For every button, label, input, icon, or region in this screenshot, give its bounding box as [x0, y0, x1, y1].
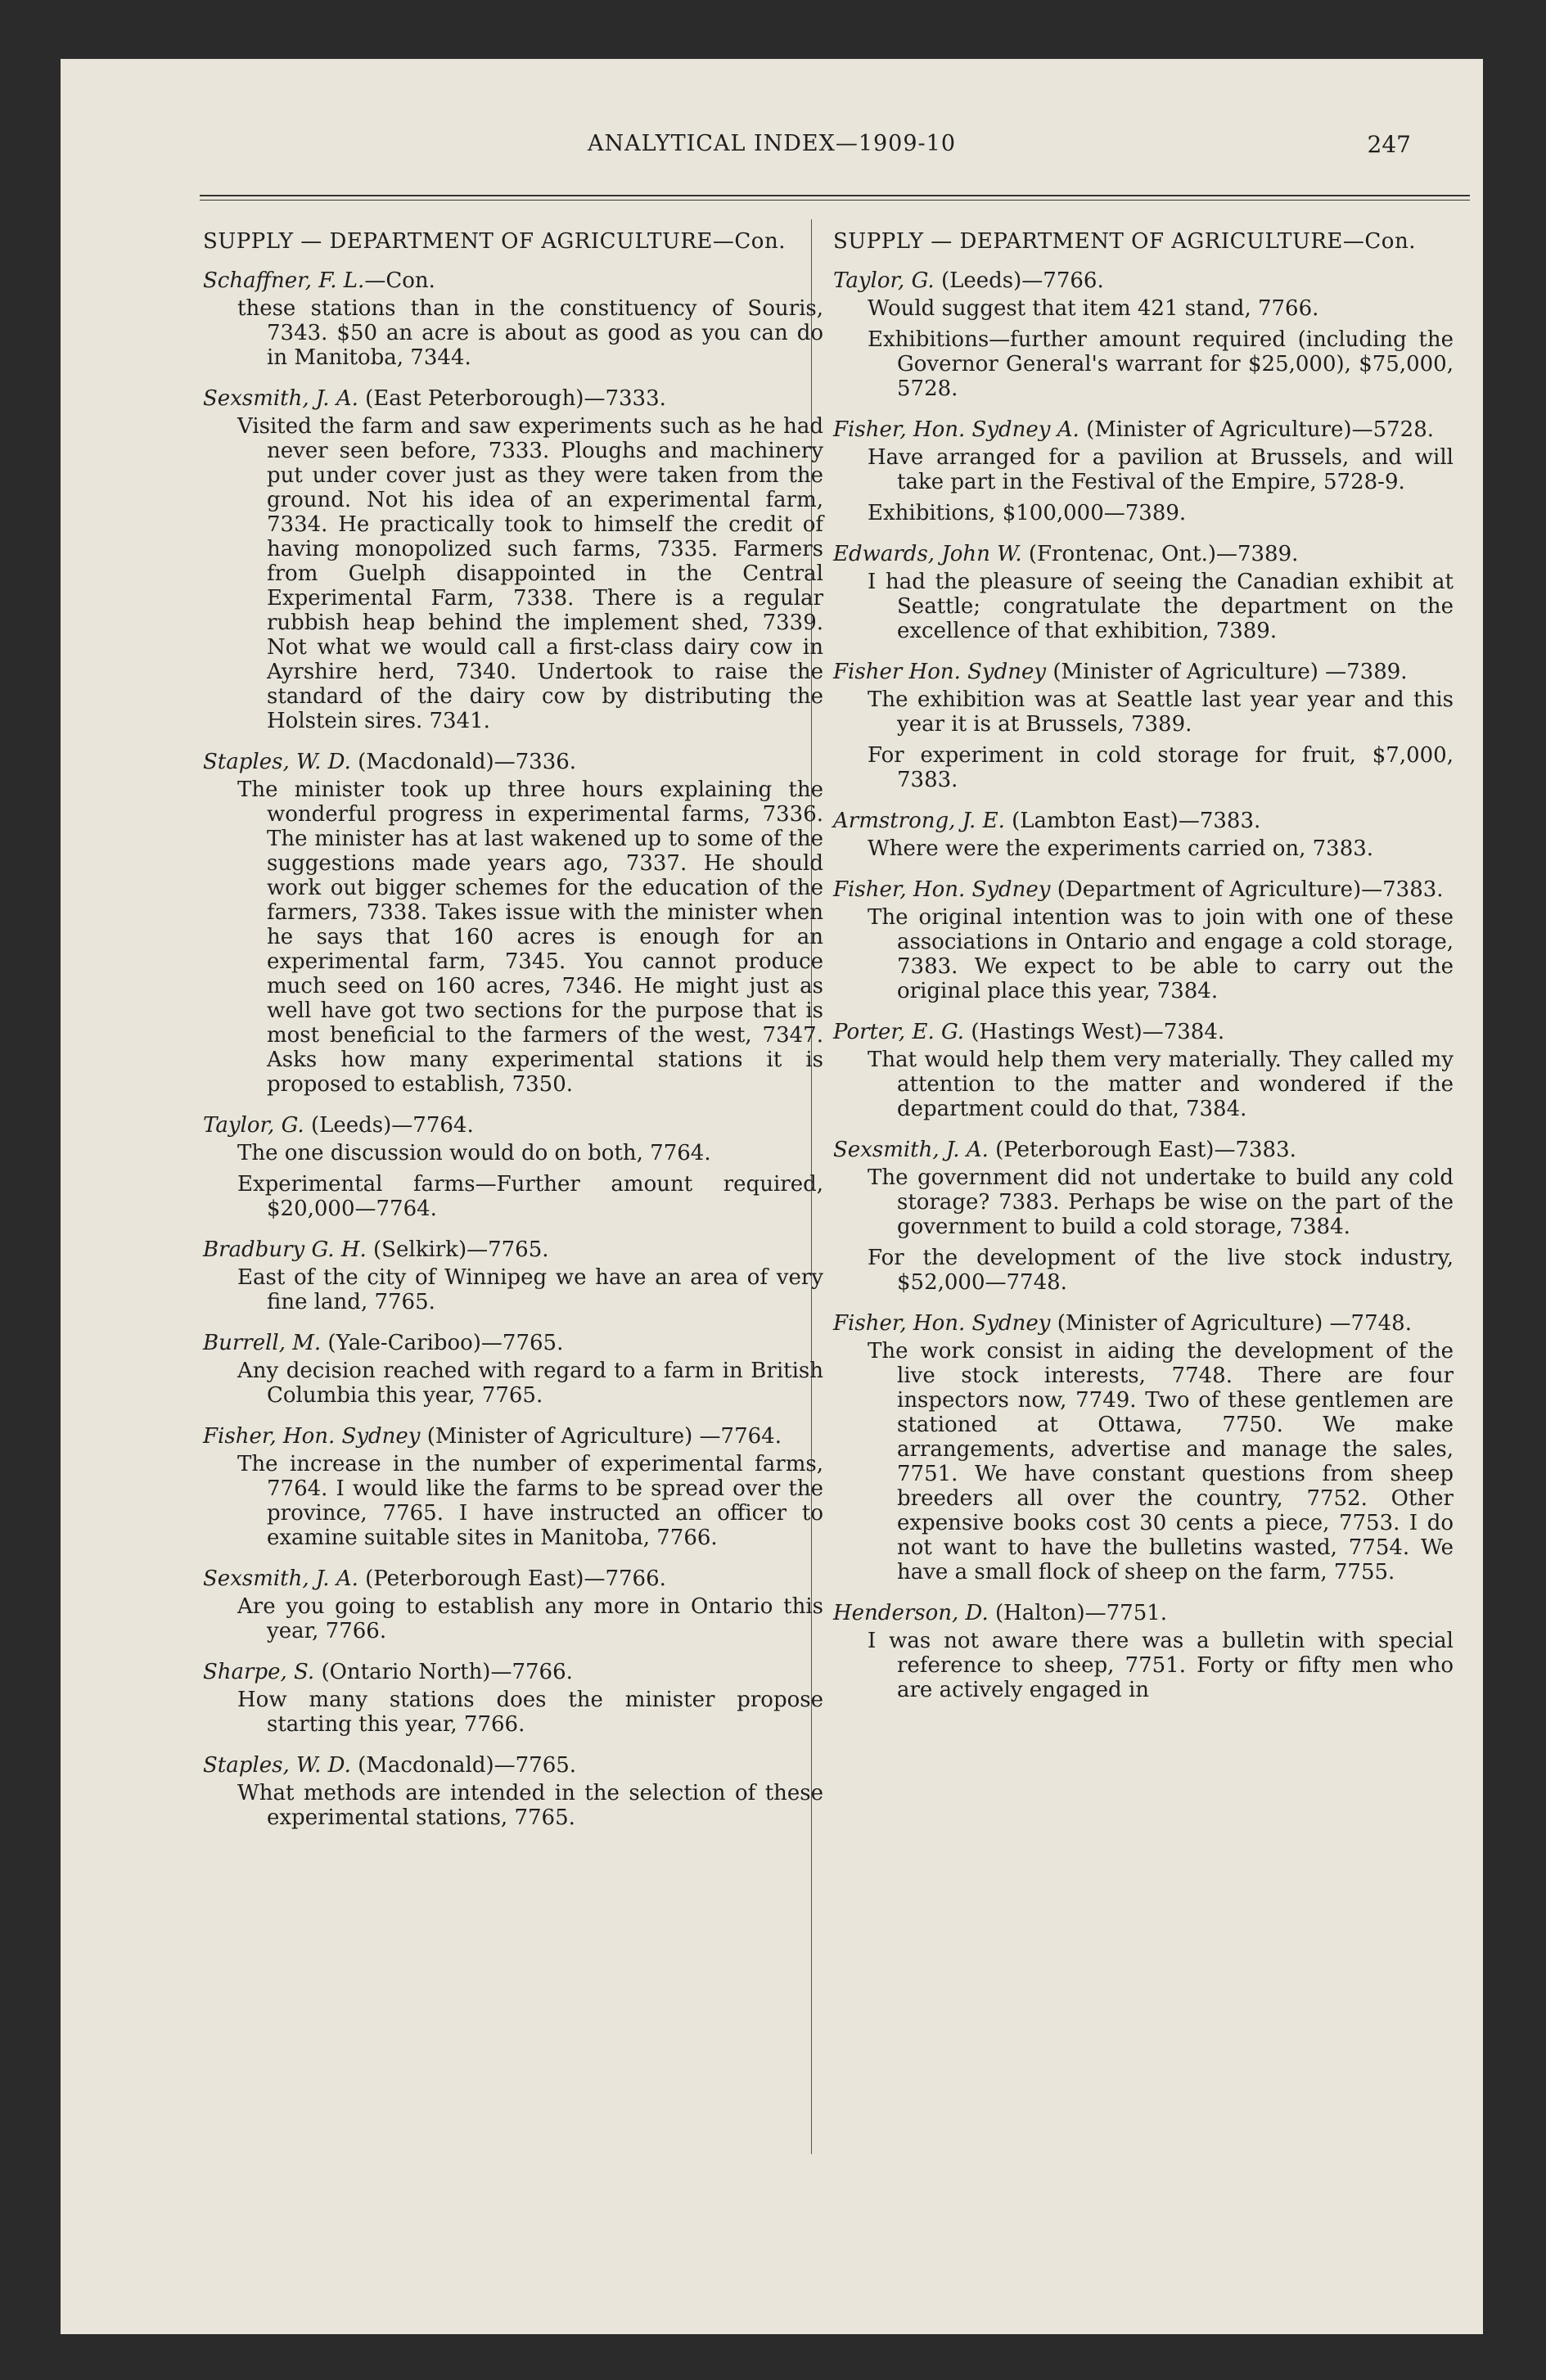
entry-text: I had the pleasure of seeing the Canadian exhibit at Seattle; congratulate the department on the excellence of that exhibition, 7389. — [868, 570, 1454, 643]
entry-text: Visited the farm and saw experiments such as he had never seen before, 7333. Ploughs and machinery put under cover just as they were taken from the ground. Not his idea of an experimental farm, 7334. He practically took to himself the credit of having monopolized such farms, 7335. Farmers from Guelph disappointed in the Central Experimental Farm, 7338. There is a regular rubbish heap behind the implement shed, 7339. Not what we would call a first-class dairy cow in Ayrshire herd, 7340. Undertook to raise the standard of the dairy cow by distributing the Holstein sires. 7341. — [237, 414, 823, 733]
speaker-name: Sharpe, S. — [203, 1660, 315, 1684]
index-entry — [833, 877, 1454, 1003]
entry-text: The original intention was to join with one of these associations in Ontario and engage a cold storage, 7383. We expect to be able to carry out the original place this year, 7384. — [868, 905, 1454, 1003]
header-rule-thin — [200, 200, 1470, 201]
speaker-line — [833, 542, 1454, 566]
index-entry — [203, 1660, 823, 1737]
index-entry — [833, 268, 1454, 401]
index-entry — [833, 542, 1454, 643]
index-entry — [833, 1601, 1454, 1702]
speaker-detail: (Minister of Agriculture) —7748. — [1050, 1311, 1412, 1336]
index-entry — [833, 809, 1454, 861]
speaker-line — [833, 1601, 1454, 1625]
entry-text: The minister took up three hours explaining the wonderful progress in experimental farms, 7336. The minister has at last wakened up to some of the suggestions made years ago, 7337. He should work out bigger schemes for the education of the farmers, 7338. Takes issue with the minister when he says that 160 acres is enough for an experimental farm, 7345. You cannot produce much seed on 160 acres, 7346. He might just as well have got two sections for the purpose that is most beneficial to the farmers of the west, 7347. Asks how many experimental stations it is proposed to establish, 7350. — [237, 778, 823, 1097]
speaker-line — [203, 1331, 823, 1355]
speaker-line — [203, 1113, 823, 1138]
index-entry — [833, 417, 1454, 525]
index-entry — [833, 1138, 1454, 1295]
entry-text: Experimental farms—Further amount required, $20,000—7764. — [237, 1172, 823, 1221]
index-entry — [203, 1331, 823, 1408]
index-entry — [203, 1113, 823, 1221]
header-rule — [200, 195, 1470, 196]
speaker-line — [833, 1020, 1454, 1044]
speaker-detail: (Macdonald)—7765. — [350, 1753, 577, 1778]
entry-text: The increase in the number of experimental farms, 7764. I would like the farms to be spread over the province, 7765. I have instructed an officer to examine suitable sites in Manitoba, 7766. — [237, 1452, 823, 1550]
speaker-detail: (Selkirk)—7765. — [366, 1237, 549, 1262]
index-entry — [203, 1424, 823, 1550]
index-entry — [203, 1753, 823, 1830]
speaker-name: Fisher, Hon. Sydney — [833, 1311, 1051, 1336]
entry-text: Any decision reached with regard to a farm in British Columbia this year, 7765. — [237, 1359, 823, 1408]
speaker-name: Staples, W. D. — [203, 1753, 351, 1778]
index-entry — [203, 1566, 823, 1643]
speaker-name: Taylor, G. — [833, 268, 935, 293]
entry-text: The work consist in aiding the development of the live stock interests, 7748. There are four inspectors now, 7749. Two of these gentlemen are stationed at Ottawa, 7750. We make arrangements, advertise and manage the sales, 7751. We have constant questions from sheep breeders all over the country, 7752. Other expensive books cost 30 cents a piece, 7753. I do not want to have the bulletins wasted, 7754. We have a small flock of sheep on the farm, 7755. — [868, 1339, 1454, 1584]
entry-text: Where were the experiments carried on, 7383. — [868, 836, 1374, 861]
entry-text: East of the city of Winnipeg we have an area of very fine land, 7765. — [237, 1265, 823, 1314]
speaker-detail: (Department of Agriculture)—7383. — [1050, 877, 1444, 902]
entry-text: Would suggest that item 421 stand, 7766. — [868, 296, 1319, 321]
entry-text: Exhibitions—further amount required (including the Governor General's warrant for $25,000), $75,000, 5728. — [868, 327, 1454, 401]
speaker-name: Henderson, D. — [833, 1601, 989, 1625]
entry-text: The exhibition was at Seattle last year year and this year it is at Brussels, 7389. — [868, 687, 1454, 737]
section-heading: SUPPLY — DEPARTMENT OF AGRICULTURE—Con. — [203, 229, 786, 254]
entry-text: these stations than in the constituency of Souris, 7343. $50 an acre is about as good as you can do in Manitoba, 7344. — [237, 296, 823, 370]
speaker-detail: (Macdonald)—7336. — [350, 750, 577, 774]
speaker-detail: (Minister of Agriculture)—5728. — [1079, 417, 1435, 442]
index-entry — [833, 1311, 1454, 1584]
speaker-detail: (Halton)—7751. — [988, 1601, 1168, 1625]
speaker-name: Porter, E. G. — [833, 1020, 965, 1044]
index-entry — [203, 386, 823, 733]
speaker-detail: (Minister of Agriculture) —7764. — [420, 1424, 782, 1449]
right-column — [833, 229, 1454, 1719]
speaker-line — [833, 660, 1454, 684]
entry-text: For the development of the live stock industry, $52,000—7748. — [868, 1246, 1454, 1295]
left-column — [203, 229, 823, 1846]
page-number: 247 — [1367, 131, 1411, 158]
entry-text: What methods are intended in the selection of these experimental stations, 7765. — [237, 1781, 823, 1830]
speaker-line — [203, 268, 823, 293]
speaker-name: Sexsmith, J. A. — [833, 1138, 989, 1162]
speaker-line — [203, 1237, 823, 1262]
running-title: ANALYTICAL INDEX—1909-10 — [587, 131, 957, 156]
speaker-name: Fisher, Hon. Sydney — [203, 1424, 421, 1449]
speaker-line — [203, 1753, 823, 1778]
speaker-detail: —Con. — [364, 268, 435, 293]
speaker-line — [833, 417, 1454, 442]
speaker-name: Sexsmith, J. A. — [203, 386, 358, 411]
page-sheet — [61, 59, 1483, 2334]
entry-text: Have arranged for a pavilion at Brussels, and will take part in the Festival of the Empire, 5728-9. — [868, 445, 1454, 494]
speaker-detail: (Yale-Cariboo)—7765. — [321, 1331, 564, 1355]
entry-text: How many stations does the minister propose starting this year, 7766. — [237, 1688, 823, 1737]
speaker-name: Fisher, Hon. Sydney — [833, 877, 1051, 902]
entry-text: That would help them very materially. They called my attention to the matter and wondered if the department could do that, 7384. — [868, 1048, 1454, 1121]
index-entry — [833, 660, 1454, 792]
speaker-detail: (Frontenac, Ont.)—7389. — [1021, 542, 1299, 566]
speaker-line — [203, 386, 823, 411]
speaker-name: Fisher, Hon. Sydney A. — [833, 417, 1079, 442]
index-entry — [203, 1237, 823, 1314]
entry-list — [203, 268, 823, 1830]
entry-text: Exhibitions, $100,000—7389. — [868, 501, 1187, 525]
section-heading: SUPPLY — DEPARTMENT OF AGRICULTURE—Con. — [833, 229, 1416, 254]
index-entry — [203, 750, 823, 1097]
speaker-line — [203, 750, 823, 774]
speaker-line — [833, 1138, 1454, 1162]
entry-text: The government did not undertake to build any cold storage? 7383. Perhaps be wise on the part of the government to build a cold storage, 7384. — [868, 1165, 1454, 1239]
entry-text: I was not aware there was a bulletin with special reference to sheep, 7751. Forty or fifty men who are actively engaged in — [868, 1629, 1454, 1702]
speaker-name: Armstrong, J. E. — [833, 809, 1005, 833]
speaker-line — [203, 1566, 823, 1591]
index-entry — [203, 268, 823, 370]
speaker-detail: (Minister of Agriculture) —7389. — [1046, 660, 1408, 684]
speaker-name: Burrell, M. — [203, 1331, 322, 1355]
speaker-detail: (Leeds)—7764. — [304, 1113, 474, 1138]
speaker-detail: (Hastings West)—7384. — [964, 1020, 1225, 1044]
speaker-line — [833, 877, 1454, 902]
speaker-name: Taylor, G. — [203, 1113, 304, 1138]
entry-text: Are you going to establish any more in Ontario this year, 7766. — [237, 1594, 823, 1643]
speaker-name: Sexsmith, J. A. — [203, 1566, 358, 1591]
entry-text: For experiment in cold storage for fruit, $7,000, 7383. — [868, 743, 1454, 792]
speaker-detail: (Leeds)—7766. — [934, 268, 1104, 293]
speaker-detail: (Peterborough East)—7383. — [988, 1138, 1296, 1162]
speaker-line — [833, 809, 1454, 833]
entry-text: The one discussion would do on both, 7764. — [237, 1141, 711, 1165]
speaker-name: Edwards, John W. — [833, 542, 1022, 566]
entry-list — [833, 268, 1454, 1702]
page-header — [61, 131, 1483, 172]
speaker-detail: (Lambton East)—7383. — [1004, 809, 1261, 833]
speaker-line — [833, 268, 1454, 293]
speaker-name: Staples, W. D. — [203, 750, 351, 774]
speaker-detail: (Ontario North)—7766. — [314, 1660, 573, 1684]
speaker-line — [203, 1424, 823, 1449]
index-entry — [833, 1020, 1454, 1121]
speaker-line — [203, 1660, 823, 1684]
speaker-line — [833, 1311, 1454, 1336]
speaker-detail: (Peterborough East)—7766. — [358, 1566, 666, 1591]
speaker-name: Bradbury G. H. — [203, 1237, 367, 1262]
speaker-name: Fisher Hon. Sydney — [833, 660, 1047, 684]
speaker-name: Schaffner, F. L. — [203, 268, 365, 293]
speaker-detail: (East Peterborough)—7333. — [358, 386, 666, 411]
